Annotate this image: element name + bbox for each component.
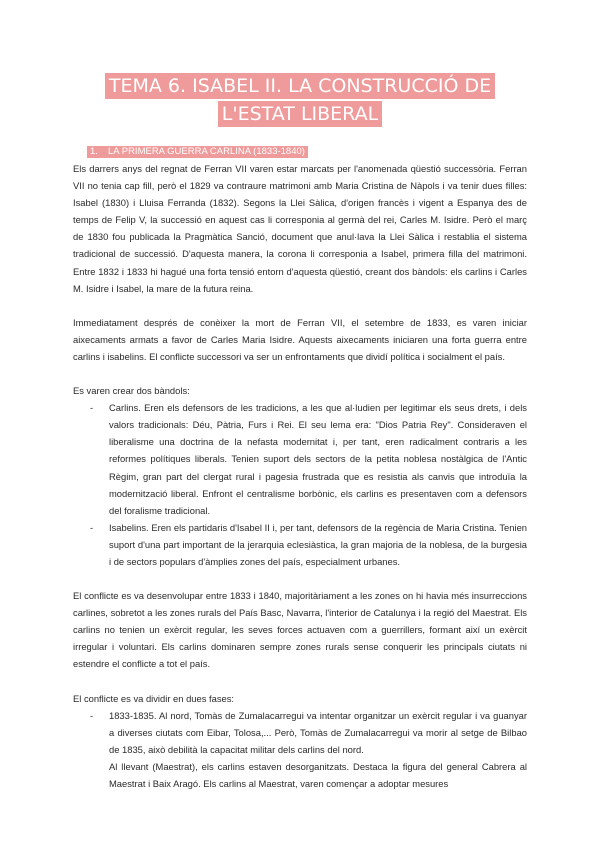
body-text (73, 160, 527, 809)
list-item-carlins (73, 399, 527, 519)
section-number: 1. (90, 146, 98, 157)
list-item-text: 1833-1835. Al nord, Tomàs de Zumalacarregui va intentar organitzar un exèrcit regular i va guanyar a diverses ciutats com Eibar, Tolosa,... Però, Tomàs de Zumalacarregui va morir al setge de Bilbao de 1835, això debilità la capacitat militar dels carlins del nord. (109, 709, 527, 755)
paragraph-bandols-intro: Es varen crear dos bàndols: (73, 385, 190, 397)
section-heading (87, 146, 308, 158)
paragraph-succession: Els darrers anys del regnat de Ferran VII varen estar marcats per l'anomenada qüestió successòria. Ferran VII no tenia cap fill, però el 1829 va contraure matrimoni amb Maria Cristina de Nàpols i va tenir dues filles: Isabel (1830) i Lluisa Ferranda (1832). Segons la Llei Sàlica, d'origen francès i vigent a Espanya des de temps de Felip V, la successió en aquest cas li corresponia al germà del rei, Carles M. Isidre. Però el març de 1830 fou publicada la Pragmàtica Sanció, document que anul·lava la Llei Sàlica i restablia el sistema tradicional de successió. D'aquesta manera, la corona li corresponia a Isabel, primera filla del matrimoni. Entre 1832 i 1833 hi hagué una forta tensió entorn d'aquesta qüestió, creant dos bàndols: els carlins i Carles M. Isidre i Isabel, la mare de la futura reina. (73, 163, 527, 294)
list-dash: - (90, 521, 94, 533)
bandols-list (73, 399, 527, 570)
list-item-text: Isabelins. Eren els partidaris d'Isabel II i, per tant, defensors de la regència de Maria Cristina. Tenien suport d'una part important de la jerarquia eclesiàstica, la gran majoria de la noblesa, de la burgesia i de sectors populars d'àmplies zones del país, especialment urbanes. (109, 521, 527, 567)
list-dash: - (90, 402, 94, 414)
list-dash: - (90, 709, 94, 721)
phases-list (73, 707, 527, 792)
paragraph-war-start: Immediatament després de conèixer la mort de Ferran VII, el setembre de 1833, es varen iniciar aixecaments armats a favor de Carles Maria Isidre. Aquests aixecaments iniciaren una forta guerra entre carlins i isabelins. El conflicte successori va ser un enfrontaments que dividí política i socialment el país. (73, 316, 527, 362)
page-title-text: TEMA 6. ISABEL II. LA CONSTRUCCIÓ DE L'ESTAT LIBERAL (105, 73, 495, 127)
section-title: LA PRIMERA GUERRA CARLINA (1833-1840) (108, 146, 305, 157)
paragraph-phases-intro: El conflicte es va dividir en dues fases: (73, 692, 235, 704)
list-item-text-continued: Al llevant (Maestrat), els carlins estaven desorganitzats. Destaca la figura del general Cabrera al Maestrat i Baix Aragó. Els carlins al Maestrat, varen començar a adoptar mesures (109, 760, 527, 789)
page-title (68, 72, 532, 128)
list-item-isabelins (73, 519, 527, 570)
paragraph-conflict: El conflicte es va desenvolupar entre 1833 i 1840, majoritàriament a les zones on hi havia més insurreccions carlines, sobretot a les zones rurals del País Basc, Navarra, l'interior de Catalunya i la regió del Maestrat. Els carlins no tenien un exèrcit regular, les seves forces actuaven com a guerrillers, formant així un exèrcit irregular i voluntari. Els carlins dominaren sempre zones rurals sense conquerir les principals ciutats ni estendre el conflicte a tot el país. (73, 590, 527, 670)
list-item-phase-1 (73, 707, 527, 792)
list-item-text: Carlins. Eren els defensors de les tradicions, a les que al·ludien per legitimar els seus drets, i dels valors tradicionals: Déu, Pàtria, Furs i Rei. El seu lema era: "Dios Patria Rey". Consideraven el liberalisme una doctrina de la nefasta modernitat i, per tant, eren radicalment contraris a les reformes polítiques liberals. Tenien suport dels sectors de la petita noblesa nostàlgica de l'Antic Règim, gran part del clergat rural i pagesia frustrada que es resistia als canvis que introduïa la modernització liberal. Enfront el centralisme borbònic, els carlins es presentaven com a defensors del foralisme tradicional. (109, 402, 527, 516)
